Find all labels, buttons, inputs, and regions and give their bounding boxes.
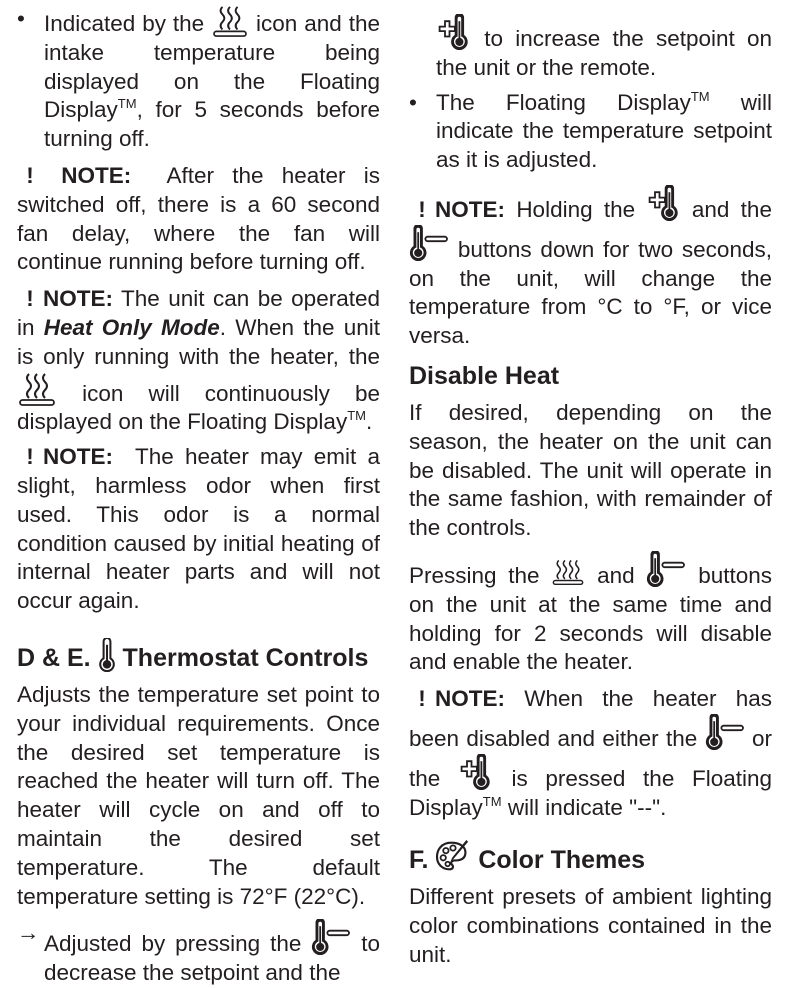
heading-disable-heat: Disable Heat [409, 361, 560, 390]
warning-exclamation-icon: ! [26, 162, 34, 188]
note-label: NOTE: [435, 686, 505, 712]
thermometer-minus-icon [311, 919, 351, 955]
note-label: NOTE: [43, 444, 113, 470]
note-heat-only-mode: ! NOTE: The unit can be operated in Heat Only Mode. When the unit is only running with the heater, the icon will continuously be displayed on the Floating Display™. [17, 286, 380, 435]
color-themes-description: Different presets of ambient lighting color combinations contained in the unit. [409, 884, 772, 967]
bullet-dot: • [17, 6, 25, 31]
palette-icon [435, 840, 471, 872]
note-odor: ! NOTE: The heater may emit a slight, harmless odor when first used. This odor is a normal condition caused by initial heating of internal heater parts and will not occur again. [17, 444, 380, 614]
left-column [17, 0, 380, 988]
bullet-heat-indicator: • Indicated by the icon and the intake temperature being displayed on the Floating Display™, for 5 seconds before turning off. [17, 6, 380, 152]
thermostat-description: Adjusts the temperature set point to your individual requirements. Once the desired set temperature is reached the heater will turn off. The heater will cycle on and off to maintain the desired set temperature. The default temperature setting is 72°F (22°C). [17, 681, 380, 909]
warning-exclamation-icon: ! [418, 196, 426, 222]
heat-waves-icon [551, 557, 585, 587]
arrow-right-icon: → [17, 920, 40, 946]
note-label: NOTE: [43, 286, 113, 312]
bullet-dot: • [409, 89, 417, 115]
thermometer-icon [98, 638, 116, 672]
continued-increase-text: to increase the setpoint on the unit or the remote. [409, 14, 772, 83]
note-celsius-fahrenheit: ! NOTE: Holding the and the buttons down for two seconds, on the unit, will change the temperature from °C to °F, or vice versa. [409, 185, 772, 351]
thermometer-minus-icon [705, 714, 745, 750]
note-heater-disabled: ! NOTE: When the heater has been disabled and either the or the is pressed the Floating Display™ will indicate "--". [409, 686, 772, 820]
bullet-floating-display: • The Floating Display™ will indicate the temperature setpoint as it is adjusted. [409, 88, 772, 173]
note-label: NOTE: [435, 196, 505, 222]
arrow-item-adjust: → Adjusted by pressing the to decrease the setpoint and the [17, 920, 380, 986]
warning-exclamation-icon: ! [26, 444, 34, 470]
thermometer-plus-icon [458, 754, 494, 790]
heading-color-themes: F. Color Themes [409, 840, 772, 875]
heading-thermostat-controls: D & E. Thermostat Controls [17, 638, 380, 673]
right-column [409, 0, 772, 970]
thermometer-plus-icon [647, 185, 681, 221]
heat-only-mode-emphasis: Heat Only Mode [43, 314, 220, 340]
thermometer-plus-icon [436, 14, 472, 50]
note-fan-delay: ! NOTE: After the heater is switched off, there is a 60 second fan delay, where the fan will continue running before turning off. [17, 162, 380, 275]
thermometer-minus-icon [409, 225, 449, 261]
thermometer-minus-icon [646, 551, 686, 587]
warning-exclamation-icon: ! [418, 686, 426, 712]
heat-waves-icon [17, 372, 57, 406]
disable-heat-instructions: Pressing the and buttons on the unit at the same time and holding for 2 seconds will disable and enable the heater. [409, 551, 772, 677]
note-label: NOTE: [61, 162, 132, 188]
warning-exclamation-icon: ! [26, 286, 34, 312]
heat-waves-icon [211, 5, 249, 37]
disable-heat-description: If desired, depending on the season, the heater on the unit can be disabled. The unit will operate in the same fashion, with remainder of the controls. [409, 399, 772, 541]
